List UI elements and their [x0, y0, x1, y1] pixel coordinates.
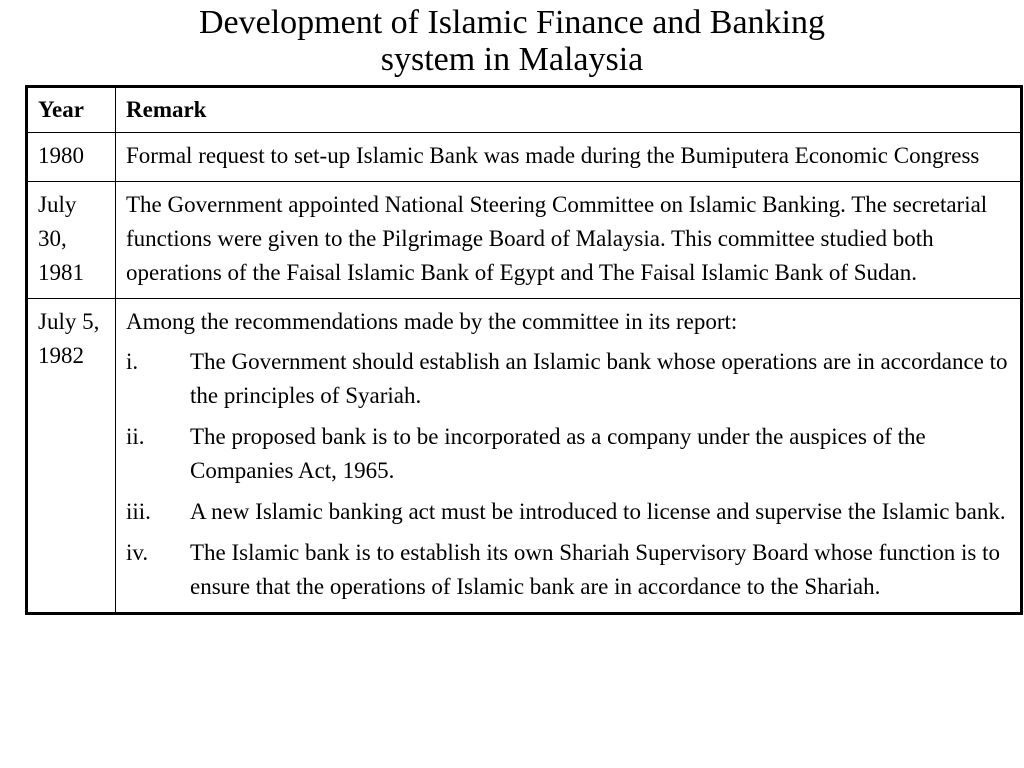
list-item	[126, 345, 1010, 413]
year-cell: 1980	[27, 133, 116, 182]
recommendations-list	[126, 345, 1010, 604]
list-item-number: iv.	[126, 540, 149, 565]
column-header-remark: Remark	[116, 87, 1022, 133]
remark-cell: The Government appointed National Steering Committee on Islamic Banking. The secretarial functions were given to the Pilgrimage Board of Malaysia. This committee studied both operations of the Faisal Islamic Bank of Egypt and The Faisal Islamic Bank of Sudan.	[116, 182, 1022, 299]
year-cell: July 30, 1981	[27, 182, 116, 299]
timeline-table	[25, 85, 1023, 615]
list-item-text: The Government should establish an Islamic bank whose operations are in accordance to the principles of Syariah.	[190, 349, 1008, 408]
table-header-row	[27, 87, 1022, 133]
page-title-line-2: system in Malaysia	[380, 41, 644, 78]
list-item-text: A new Islamic banking act must be introduced to license and supervise the Islamic bank.	[190, 499, 1006, 524]
recommendations-intro: Among the recommendations made by the committee in its report:	[126, 309, 738, 334]
list-item	[126, 536, 1010, 604]
list-item-text: The Islamic bank is to establish its own Shariah Supervisory Board whose function is to ensure that the operations of Islamic bank are in accordance to the Shariah.	[190, 540, 1000, 599]
list-item	[126, 495, 1010, 529]
page-title-line-1: Development of Islamic Finance and Banking	[199, 4, 825, 41]
table-row	[27, 133, 1022, 182]
list-item-text: The proposed bank is to be incorporated as a company under the auspices of the Companies Act, 1965.	[190, 424, 926, 483]
column-header-year: Year	[27, 87, 116, 133]
page-title	[0, 4, 1024, 78]
table-row	[27, 182, 1022, 299]
list-item	[126, 420, 1010, 488]
list-item-number: ii.	[126, 424, 145, 449]
table-row	[27, 299, 1022, 614]
remark-cell: Formal request to set-up Islamic Bank was made during the Bumiputera Economic Congress	[116, 133, 1022, 182]
list-item-number: iii.	[126, 499, 151, 524]
list-item-number: i.	[126, 349, 139, 374]
remark-cell	[116, 299, 1022, 614]
year-cell: July 5, 1982	[27, 299, 116, 614]
